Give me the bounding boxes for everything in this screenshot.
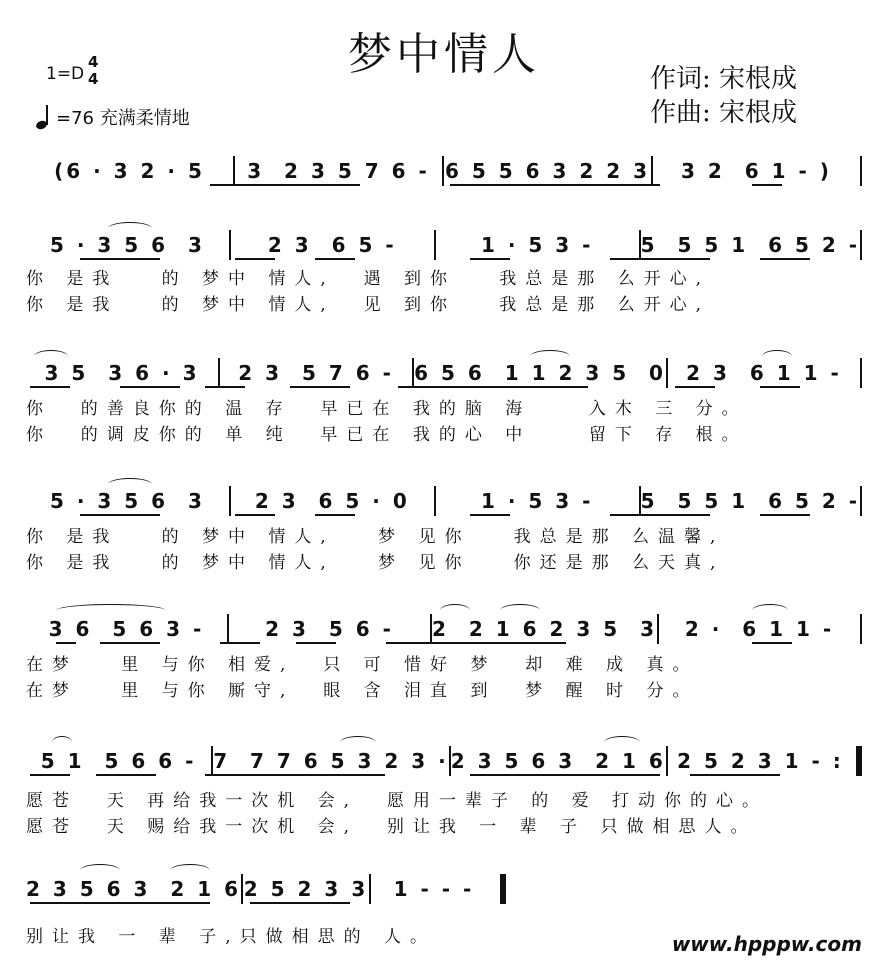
measure: 3 5 3 6 · 3 [44, 361, 200, 385]
time-signature [88, 54, 98, 88]
measure: 1 · 5 3 - [480, 489, 594, 513]
tie [80, 864, 120, 877]
measure: 6 5 5 6 3 2 2 3 [444, 159, 651, 183]
underline [80, 258, 160, 260]
tie [170, 864, 210, 877]
tempo-marking [34, 103, 190, 131]
measure: 5 · 3 5 6 3 [49, 489, 205, 513]
measure: 2 · 6 1 1 - [684, 617, 835, 641]
time-signature-top: 4 [88, 53, 99, 71]
underline [235, 514, 275, 516]
underline [610, 514, 710, 516]
tie [530, 350, 570, 363]
measure: 3 6 5 6 3 - [48, 617, 205, 641]
credits [650, 62, 797, 130]
underline [470, 258, 510, 260]
tie [500, 604, 540, 617]
underline [270, 184, 360, 186]
barline [860, 486, 862, 516]
underline [56, 642, 76, 644]
underline [296, 642, 336, 644]
staff-line-7 [26, 872, 506, 906]
measure: 6 5 6 1 1 2 3 5 0 [414, 361, 666, 385]
underline [235, 258, 275, 260]
underline [760, 386, 800, 388]
lyric-line: 愿苍 天 赐给我一次机 会, 别让我 一 辈 子 只做相思人。 [26, 817, 757, 837]
measure: 7 7 7 6 5 3 2 3 · [213, 749, 449, 773]
repeat-end-barline [856, 746, 862, 776]
barline [860, 358, 862, 388]
tie [340, 736, 376, 749]
underline [760, 514, 810, 516]
underline [80, 514, 160, 516]
underline [210, 184, 270, 186]
underline [290, 386, 350, 388]
song-title: 梦中情人 [348, 29, 540, 80]
measure: 2 3 6 1 1 - [686, 361, 842, 385]
barline [860, 156, 862, 186]
lyric-line: 你 的调皮你的 单 纯 早已在 我的心 中 留下 存 根。 [26, 425, 748, 445]
measure: 2 3 6 5 · 0 [254, 489, 410, 513]
underline [760, 258, 810, 260]
measure: 3 2 3 5 7 6 - [247, 159, 430, 183]
staff-line-5 [26, 612, 862, 646]
barline [860, 230, 862, 260]
staff-line-3 [26, 356, 862, 390]
lyric-line: 你 是我 的 梦中 情人, 遇 到你 我总是那 么开心, [26, 269, 711, 289]
key-signature: 1=D [46, 64, 85, 84]
tie [56, 604, 166, 617]
underline [220, 642, 260, 644]
underline [120, 386, 180, 388]
quarter-note-icon [34, 103, 54, 131]
tie [762, 350, 792, 363]
tie [604, 736, 640, 749]
measure: 1 · 5 3 - [480, 233, 594, 257]
composer-credit: 作曲: 宋根成 [650, 98, 798, 128]
lyric-line: 你 是我 的 梦中 情人, 梦 见你 你还是那 么天真, [26, 553, 725, 573]
lyric-line: 别让我 一 辈 子,只做相思的 人。 [26, 927, 437, 947]
barline [860, 614, 862, 644]
underline [30, 774, 70, 776]
final-barline [500, 874, 506, 904]
underline [205, 774, 385, 776]
measure: 5 1 5 6 6 - [40, 749, 197, 773]
measure: 2 3 5 6 3 2 1 6 [450, 749, 666, 773]
underline [450, 184, 660, 186]
underline [690, 774, 780, 776]
staff-line-6 [26, 744, 862, 778]
lyric-line: 在梦 里 与你 厮守, 眼 含 泪直 到 梦 醒 时 分。 [26, 681, 699, 701]
measure: 2 3 5 6 3 2 1 6 [26, 877, 242, 901]
underline [610, 258, 710, 260]
underline [100, 642, 160, 644]
lyricist-credit: 作词: 宋根成 [650, 64, 798, 94]
staff-line-1 [26, 154, 862, 188]
underline [386, 642, 566, 644]
measure: 5 5 5 1 6 5 2 - [640, 233, 861, 257]
lyric-line: 你 是我 的 梦中 情人, 见 到你 我总是那 么开心, [26, 295, 711, 315]
measure: 5 · 3 5 6 3 [49, 233, 205, 257]
underline [250, 902, 350, 904]
measure: (6 · 3 2 · 5 [54, 159, 205, 183]
watermark: www.hpppw.com [671, 932, 862, 956]
underline [675, 386, 715, 388]
lyric-line: 你 的善良你的 温 存 早已在 我的脑 海 入木 三 分。 [26, 399, 748, 419]
underline [398, 386, 588, 388]
measure: 5 5 5 1 6 5 2 - [640, 489, 861, 513]
tempo-text: =76 充满柔情地 [56, 108, 190, 129]
time-signature-bottom: 4 [88, 70, 99, 88]
underline [470, 774, 660, 776]
measure: 2 5 2 3 3 [243, 877, 369, 901]
underline [30, 902, 210, 904]
underline [752, 184, 782, 186]
underline [752, 642, 792, 644]
measure: 2 3 5 7 6 - [238, 361, 394, 385]
underline [315, 258, 355, 260]
tie [34, 350, 68, 363]
measure: 1 - - - [393, 877, 475, 901]
lyric-line: 在梦 里 与你 相爱, 只 可 惜好 梦 却 难 成 真。 [26, 655, 699, 675]
underline [315, 514, 355, 516]
tie [752, 604, 788, 617]
measure: 2 5 2 3 1 - : [677, 749, 844, 773]
lyric-line: 愿苍 天 再给我一次机 会, 愿用一辈子 的 爱 打动你的心。 [26, 791, 769, 811]
underline [96, 774, 156, 776]
measure: 2 3 5 6 - [265, 617, 394, 641]
measure: 2 3 6 5 - [267, 233, 397, 257]
measure: 2 2 1 6 2 3 5 3 [432, 617, 657, 641]
tie [440, 604, 470, 617]
tie [108, 478, 152, 491]
tie [52, 736, 72, 749]
underline [470, 514, 510, 516]
measure: 3 2 6 1 - ) [681, 159, 832, 183]
lyric-line: 你 是我 的 梦中 情人, 梦 见你 我总是那 么温馨, [26, 527, 725, 547]
underline [205, 386, 245, 388]
underline [30, 386, 70, 388]
tie [108, 222, 152, 235]
